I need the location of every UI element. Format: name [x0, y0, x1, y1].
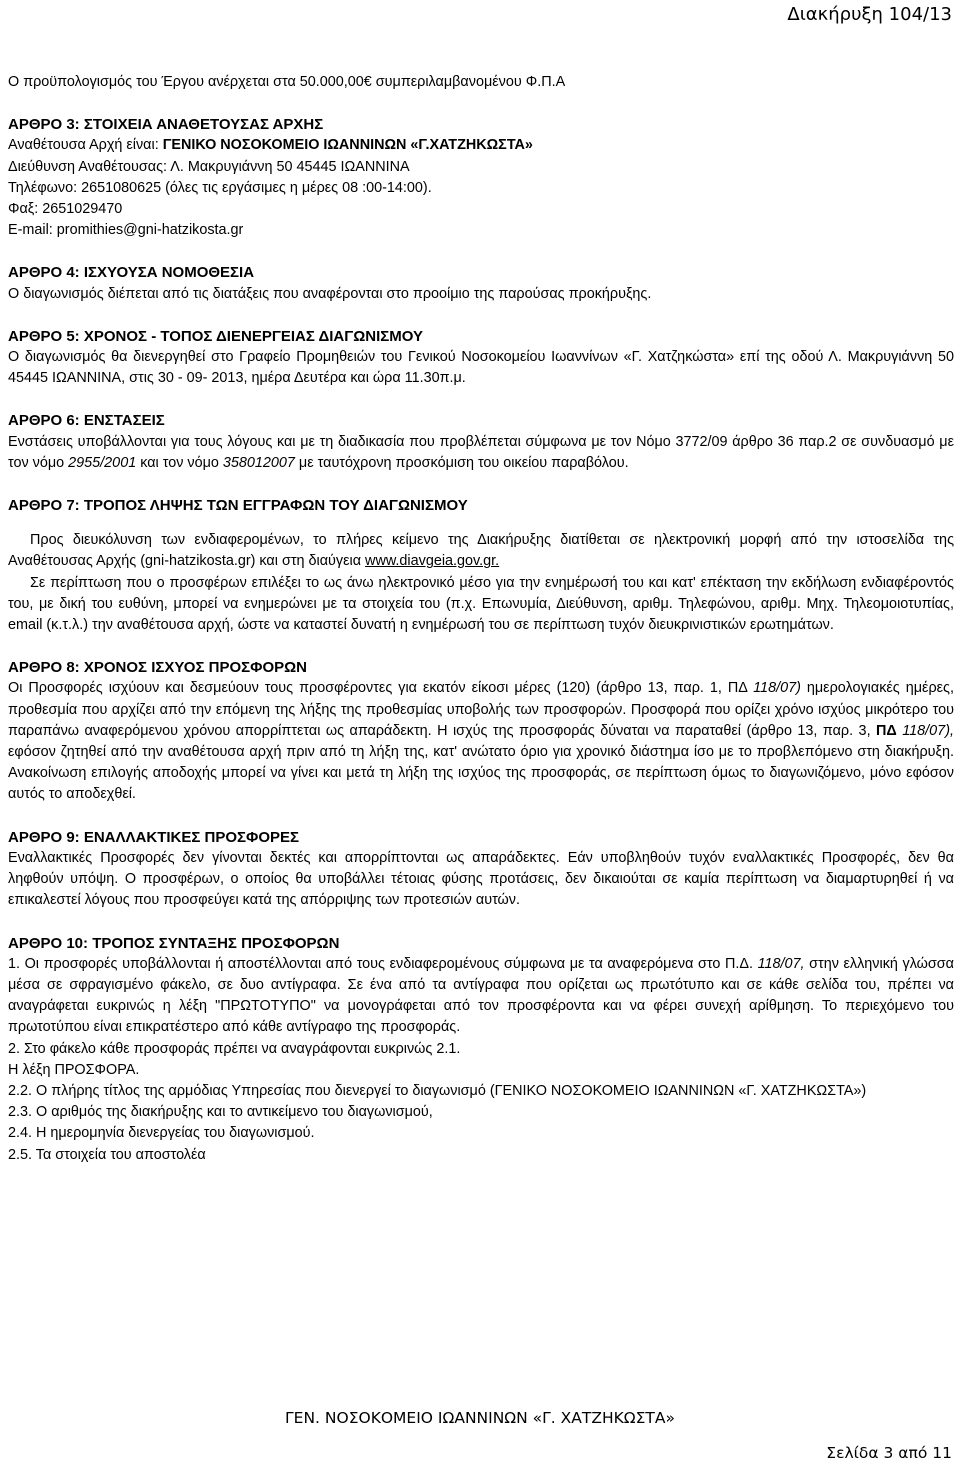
pd-118-07-ref-3: 118/07,	[757, 955, 805, 972]
article-3	[8, 114, 954, 241]
article-9	[8, 827, 954, 912]
article-6-text	[8, 432, 954, 474]
footer-title: ΓΕΝ. ΝΟΣΟΚΟΜΕΙΟ ΙΩΑΝΝΙΝΩΝ «Γ. ΧΑΤΖΗΚΩΣΤΑ»	[285, 1409, 675, 1427]
article-10	[8, 933, 954, 1166]
article-7-p2: Σε περίπτωση που ο προσφέρων επιλέξει το ως άνω ηλεκτρονικό μέσο για την ενημέρωσή του και κατ' επέκταση την εκδήλωση ενδιαφέροντός του, με δική του ευθύνη, μπορεί να ενημερώνει με τα στοιχεία του (π.χ. Επωνυμία, Διεύθυνση, αριθμ. Τηλεφώνου, αριθμ. Μηχ. Τηλεομοιοτυπίας, email (κ.τ.λ.) την αναθέτουσα αρχή, ώστε να καταστεί δυνατή η ενημέρωσή του σε περίπτωση τυχόν διευκρινιστικών ερωτημάτων.	[8, 574, 954, 634]
email-link[interactable]: promithies@gni-hatzikosta.gr	[56, 222, 244, 239]
article-8-text-part: ημερολογιακές ημέρες, προθεσμία που αρχίζει από την επόμενη της λήξης της προθεσμίας υποβολής των προσφορών. Προσφορά που ορίζει χρόνο ισχύος μικρότερο του παραπάνω αναφερόμενου χρόνου απορρίπτεται ως απαράδεκτη. Η ισχύς της προσφοράς δύναται να παραταθεί (άρθρο 13, παρ. 3,	[8, 680, 954, 739]
article-5	[8, 326, 954, 390]
article-4-text: Ο διαγωνισμός διέπεται από τις διατάξεις που αναφέρονται στο προοίμιο της παρούσας προκήρυξης.	[8, 285, 652, 302]
phone-line: Τηλέφωνο: 2651080625 (όλες τις εργάσιμες η μέρες 08 :00-14:00).	[8, 179, 432, 196]
article-8-text	[8, 678, 954, 805]
authority-name: ΓΕΝΙΚΟ ΝΟΣΟΚΟΜΕΙΟ ΙΩΑΝΝΙΝΩΝ «Γ.ΧΑΤΖΗΚΩΣΤΑ»	[162, 137, 533, 154]
document-body	[8, 72, 954, 1166]
authority-label: Αναθέτουσα Αρχή είναι:	[8, 137, 163, 154]
article-6-title: ΑΡΘΡΟ 6: ΕΝΣΤΑΣΕΙΣ	[8, 412, 165, 430]
article-10-p1-text: στην ελληνική γλώσσα μέσα σε σφραγισμένο φάκελο, σε δυο αντίγραφα. Σε ένα από τα αντίγραφα που ορίζεται ως πρωτότυπο και σε κάθε σελίδα του, πρέπει να αναγράφεται ευκρινώς η λέξη "ΠΡΩΤΟΤΥΠΟ" να μονογράφεται από τον προσφέροντα και να φέρει συνεχή αρίθμηση. Το περιεχόμενο του πρωτοτύπου είναι επικρατέστερο από κάθε αντίγραφο της προσφοράς.	[8, 955, 954, 1036]
article-6-text-part: και τον νόμο	[136, 454, 223, 471]
article-5-text: Ο διαγωνισμός θα διενεργηθεί στο Γραφείο Προμηθειών του Γενικού Νοσοκομείου Ιωαννίνων «Γ. Χατζηκώστα» επί της οδού Λ. Μακρυγιάννη 50 45445 ΙΩΑΝΝΙΝΑ, στις 30 - 09- 2013, ημέρα Δευτέρα και ώρα 11.30π.μ.	[8, 349, 954, 387]
article-8-text-part: Οι Προσφορές ισχύουν και δεσμεύουν τους προσφέροντες για εκατόν είκοσι μέρες (120) (άρθρο 13, παρ. 1, ΠΔ	[8, 680, 754, 697]
article-7-p1	[8, 530, 954, 572]
pd-118-07-ref: 118/07)	[753, 680, 801, 697]
article-10-item: 2. Στο φάκελο κάθε προσφοράς πρέπει να αναγράφονται ευκρινώς 2.1.	[8, 1040, 461, 1057]
article-6-text-part: με ταυτόχρονη προσκόμιση του οικείου παραβόλου.	[294, 454, 629, 471]
article-10-item: 2.4. Η ημερομηνία διενεργείας του διαγωνισμού.	[8, 1125, 315, 1142]
article-9-text: Εναλλακτικές Προσφορές δεν γίνονται δεκτές και απορρίπτονται ως απαράδεκτες. Εάν υποβληθούν τυχόν εναλλακτικές Προσφορές, δεν θα ληφθούν υπόψη. Ο προσφέρων, ο οποίος θα υποβάλλει τέτοιας φύσης προτάσεις, δεν δικαιούται σε καμία περίπτωση να διαμαρτυρηθεί ή να επικαλεστεί λόγους που προσφεύγει κατά της απόρριψης των προτεσιών αυτών.	[8, 849, 954, 909]
article-7	[8, 495, 954, 636]
article-10-item: Η λέξη ΠΡΟΣΦΟΡΑ.	[8, 1061, 140, 1078]
article-8	[8, 657, 954, 805]
article-9-title: ΑΡΘΡΟ 9: ΕΝΑΛΛΑΚΤΙΚΕΣ ΠΡΟΣΦΟΡΕΣ	[8, 828, 300, 846]
article-4-title: ΑΡΘΡΟ 4: ΙΣΧΥΟΥΣΑ ΝΟΜΟΘΕΣΙΑ	[8, 264, 255, 282]
article-10-item: 2.3. Ο αριθμός της διακήρυξης και το αντικείμενο του διαγωνισμού,	[8, 1104, 433, 1121]
email-label: E-mail:	[8, 222, 57, 239]
article-7-p1-text: Προς διευκόλυνση των ενδιαφερομένων, το πλήρες κείμενο της Διακήρυξης διατίθεται σε ηλεκτρονική μορφή από την ιστοσελίδα της Αναθέτουσας Αρχής (gni-hatzikosta.gr) και στη διαύγεια	[8, 532, 954, 570]
article-6	[8, 410, 954, 474]
budget-line: Ο προϋπολογισμός του Έργου ανέρχεται στα 50.000,00€ συμπεριλαμβανομένου Φ.Π.Α	[8, 74, 566, 90]
pd-abbrev: ΠΔ	[876, 722, 897, 739]
article-10-title: ΑΡΘΡΟ 10: ΤΡΟΠΟΣ ΣΥΝΤΑΞΗΣ ΠΡΟΣΦΟΡΩΝ	[8, 934, 340, 952]
article-10-item: 2.2. Ο πλήρης τίτλος της αρμόδιας Υπηρεσίας που διενεργεί το διαγωνισμό (ΓΕΝΙΚΟ ΝΟΣΟΚΟΜΕΙΟ ΙΩΑΝΝΙΝΩΝ «Γ. ΧΑΤΖΗΚΩΣΤΑ»)	[8, 1082, 867, 1099]
article-7-title: ΑΡΘΡΟ 7: ΤΡΟΠΟΣ ΛΗΨΗΣ ΤΩΝ ΕΓΓΡΑΦΩΝ ΤΟΥ ΔΙΑΓΩΝΙΣΜΟΥ	[8, 497, 468, 515]
article-10-p1	[8, 954, 954, 1039]
email-line	[8, 220, 954, 241]
header-title: Διακήρυξη 104/13	[787, 4, 952, 25]
article-10-p1-text: 1. Οι προσφορές υποβάλλονται ή αποστέλλονται από τους ενδιαφερομένους σύμφωνα με τα αναφερόμενα στο Π.Δ.	[8, 955, 758, 972]
law-2955: 2955/2001	[68, 454, 137, 471]
law-358012007: 358012007	[222, 454, 295, 471]
article-5-title: ΑΡΘΡΟ 5: ΧΡΟΝΟΣ - ΤΟΠΟΣ ΔΙΕΝΕΡΓΕΙΑΣ ΔΙΑΓΩΝΙΣΜΟΥ	[8, 327, 424, 345]
article-3-title: ΑΡΘΡΟ 3: ΣΤΟΙΧΕΙΑ ΑΝΑΘΕΤΟΥΣΑΣ ΑΡΧΗΣ	[8, 116, 324, 134]
pd-118-07-ref-2: 118/07),	[896, 722, 954, 739]
article-6-text-part: Ενστάσεις υποβάλλονται για τους λόγους και με τη διαδικασία που προβλέπεται σύμφωνα με τον Νόμο 3772/09 άρθρο 36 παρ.2 σε συνδυασμό με τον νόμο	[8, 433, 954, 471]
article-10-item: 2.5. Τα στοιχεία του αποστολέα	[8, 1146, 206, 1163]
page-number: Σελίδα 3 από 11	[826, 1444, 952, 1462]
address-line: Διεύθυνση Αναθέτουσας: Λ. Μακρυγιάννη 50 45445 ΙΩΑΝΝΙΝΑ	[8, 158, 410, 175]
article-8-text-part: εφόσον ζητηθεί από την αναθέτουσα αρχή πριν από τη λήξη της, κατ' ανώτατο όριο για χρονικό διάστημα ίσο με το προβλεπόμενο στη διακήρυξη. Ανακοίνωση επιλογής αποδοχής μπορεί να γίνει και μετά τη λήξη της ισχύος της προσφοράς, σε περίπτωση όμως το διαγωνιζόμενο, μόνο εφόσον αυτός το αποδεχθεί.	[8, 744, 954, 803]
fax-line: Φαξ: 2651029470	[8, 201, 123, 218]
authority-line	[8, 135, 954, 156]
article-4	[8, 262, 954, 304]
diavgeia-link[interactable]: www.diavgeia.gov.gr.	[365, 553, 500, 570]
article-8-title: ΑΡΘΡΟ 8: ΧΡΟΝΟΣ ΙΣΧΥΟΣ ΠΡΟΣΦΟΡΩΝ	[8, 659, 307, 677]
